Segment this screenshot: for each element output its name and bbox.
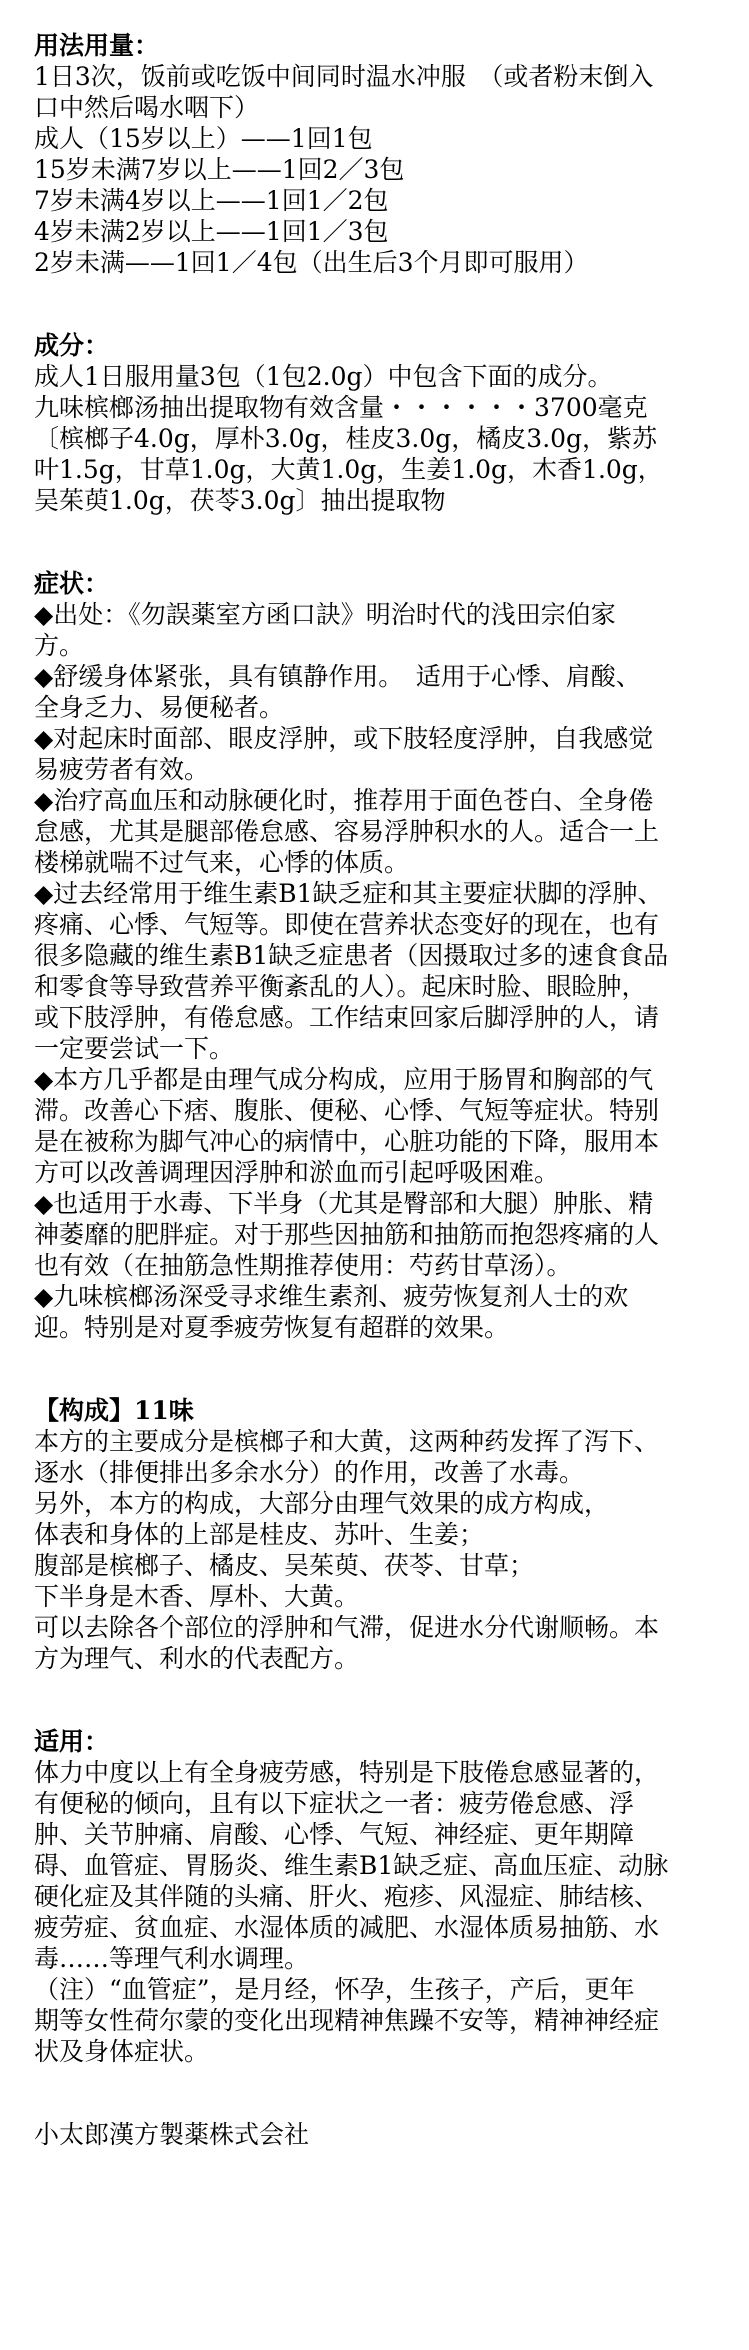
composition-line: 本方的主要成分是槟榔子和大黄，这两种药发挥了泻下、 [34, 1427, 660, 1456]
symptoms-line: 疼痛、心悸、气短等。即使在营养状态变好的现在，也有 [34, 910, 660, 939]
symptoms-line: 神萎靡的肥胖症。对于那些因抽筋和抽筋而抱怨疼痛的人 [34, 1220, 660, 1249]
symptoms-line: 方。 [34, 631, 85, 660]
composition-heading: 【构成】11味 [34, 1396, 194, 1425]
symptoms-line: 全身乏力、易便秘者。 [34, 693, 285, 722]
symptoms-line: 或下肢浮肿，有倦怠感。工作结束回家后脚浮肿的人，请 [34, 1003, 660, 1032]
symptoms-line: 很多隐藏的维生素B1缺乏症患者（因摄取过多的速食食品 [34, 941, 669, 970]
usage-heading: 用法用量： [34, 31, 160, 60]
composition-line: 体表和身体的上部是桂皮、苏叶、生姜； [34, 1520, 485, 1549]
symptoms-line: 也有效（在抽筋急性期推荐使用：芍药甘草汤）。 [34, 1251, 572, 1280]
indications-line: 体力中度以上有全身疲劳感，特别是下肢倦怠感显著的， [34, 1758, 660, 1787]
usage-line: 15岁未满7岁以上——1回2／3包 [34, 155, 405, 184]
symptoms-line: 滞。改善心下痞、腹胀、便秘、心悸、气短等症状。特别 [34, 1096, 660, 1125]
composition-line: 腹部是槟榔子、橘皮、吴茱萸、茯苓、甘草； [34, 1551, 535, 1580]
usage-line: 7岁未满4岁以上——1回1／2包 [34, 186, 389, 215]
symptoms-line: 迎。特别是对夏季疲劳恢复有超群的效果。 [34, 1313, 510, 1342]
footer [34, 2119, 724, 2150]
symptoms-section [34, 568, 724, 1343]
usage-section [34, 30, 724, 278]
symptoms-line: ◆九味槟榔汤深受寻求维生素剂、疲劳恢复剂人士的欢 [34, 1282, 629, 1311]
symptoms-line: ◆舒缓身体紧张，具有镇静作用。 适用于心悸、肩酸、 [34, 662, 641, 691]
symptoms-line: 是在被称为脚气冲心的病情中，心脏功能的下降，服用本 [34, 1127, 660, 1156]
ingredients-line: 〔槟榔子4.0g，厚朴3.0g，桂皮3.0g，橘皮3.0g，紫苏 [34, 424, 658, 453]
symptoms-line: 楼梯就喘不过气来，心悸的体质。 [34, 848, 410, 877]
symptoms-line: 一定要尝试一下。 [34, 1034, 235, 1063]
composition-line: 逐水（排便排出多余水分）的作用，改善了水毒。 [34, 1458, 585, 1487]
symptoms-line: ◆治疗高血压和动脉硬化时，推荐用于面色苍白、全身倦 [34, 786, 654, 815]
indications-line: 状及身体症状。 [34, 2037, 210, 2066]
ingredients-line: 成人1日服用量3包（1包2.0g）中包含下面的成分。 [34, 362, 613, 391]
ingredients-section [34, 330, 724, 516]
indications-line: 有便秘的倾向，且有以下症状之一者：疲劳倦怠感、浮 [34, 1789, 635, 1818]
usage-line: 1日3次，饭前或吃饭中间同时温水冲服 （或者粉末倒入 [34, 62, 654, 91]
usage-line: 口中然后喝水咽下） [34, 93, 260, 122]
indications-line: 碍、血管症、胃肠炎、维生素B1缺乏症、高血压症、动脉 [34, 1851, 669, 1880]
symptoms-line: ◆本方几乎都是由理气成分构成，应用于肠胃和胸部的气 [34, 1065, 654, 1094]
symptoms-line: 和零食等导致营养平衡紊乱的人）。起床时脸、眼睑肿， [34, 972, 647, 1001]
indications-heading: 适用： [34, 1727, 110, 1756]
indications-line: 疲劳症、贫血症、水湿体质的减肥、水湿体质易抽筋、水 [34, 1913, 660, 1942]
company-name: 小太郎漢方製薬株式会社 [34, 2120, 310, 2149]
symptoms-line: ◆对起床时面部、眼皮浮肿，或下肢轻度浮肿，自我感觉 [34, 724, 654, 753]
indications-line: 肿、关节肿痛、肩酸、心悸、气短、神经症、更年期障 [34, 1820, 635, 1849]
composition-line: 下半身是木香、厚朴、大黄。 [34, 1582, 360, 1611]
indications-line: 硬化症及其伴随的头痛、肝火、疱疹、风湿症、肺结核、 [34, 1882, 660, 1911]
usage-line: 4岁未满2岁以上——1回1／3包 [34, 217, 389, 246]
indications-section [34, 1726, 724, 2067]
ingredients-line: 叶1.5g，甘草1.0g，大黄1.0g，生姜1.0g，木香1.0g， [34, 455, 663, 484]
usage-line: 2岁未满——1回1／4包（出生后3个月即可服用） [34, 248, 589, 277]
composition-line: 另外，本方的构成，大部分由理气效果的成方构成， [34, 1489, 610, 1518]
ingredients-heading: 成分： [34, 331, 110, 360]
symptoms-line: 方可以改善调理因浮肿和淤血而引起呼吸困难。 [34, 1158, 560, 1187]
ingredients-line: 九味槟榔汤抽出提取物有效含量・・・・・・3700毫克 [34, 393, 648, 422]
symptoms-line: ◆也适用于水毒、下半身（尤其是臀部和大腿）肿胀、精 [34, 1189, 654, 1218]
document-page [34, 30, 724, 2150]
usage-line: 成人（15岁以上）——1回1包 [34, 124, 373, 153]
symptoms-heading: 症状： [34, 569, 110, 598]
indications-line: （注）“血管症”，是月经，怀孕，生孩子，产后，更年 [34, 1975, 635, 2004]
indications-line: 毒……等理气利水调理。 [34, 1944, 310, 1973]
composition-section [34, 1395, 724, 1674]
composition-line: 可以去除各个部位的浮肿和气滞，促进水分代谢顺畅。本 [34, 1613, 660, 1642]
composition-line: 方为理气、利水的代表配方。 [34, 1644, 360, 1673]
ingredients-line: 吴茱萸1.0g，茯苓3.0g〕抽出提取物 [34, 486, 446, 515]
indications-line: 期等女性荷尔蒙的变化出现精神焦躁不安等，精神神经症 [34, 2006, 660, 2035]
symptoms-line: 易疲劳者有效。 [34, 755, 210, 784]
symptoms-line: 怠感，尤其是腿部倦怠感、容易浮肿积水的人。适合一上 [34, 817, 660, 846]
symptoms-line: ◆出处：《勿誤薬室方函口訣》明治时代的浅田宗伯家 [34, 600, 616, 629]
symptoms-line: ◆过去经常用于维生素B1缺乏症和其主要症状脚的浮肿、 [34, 879, 663, 908]
